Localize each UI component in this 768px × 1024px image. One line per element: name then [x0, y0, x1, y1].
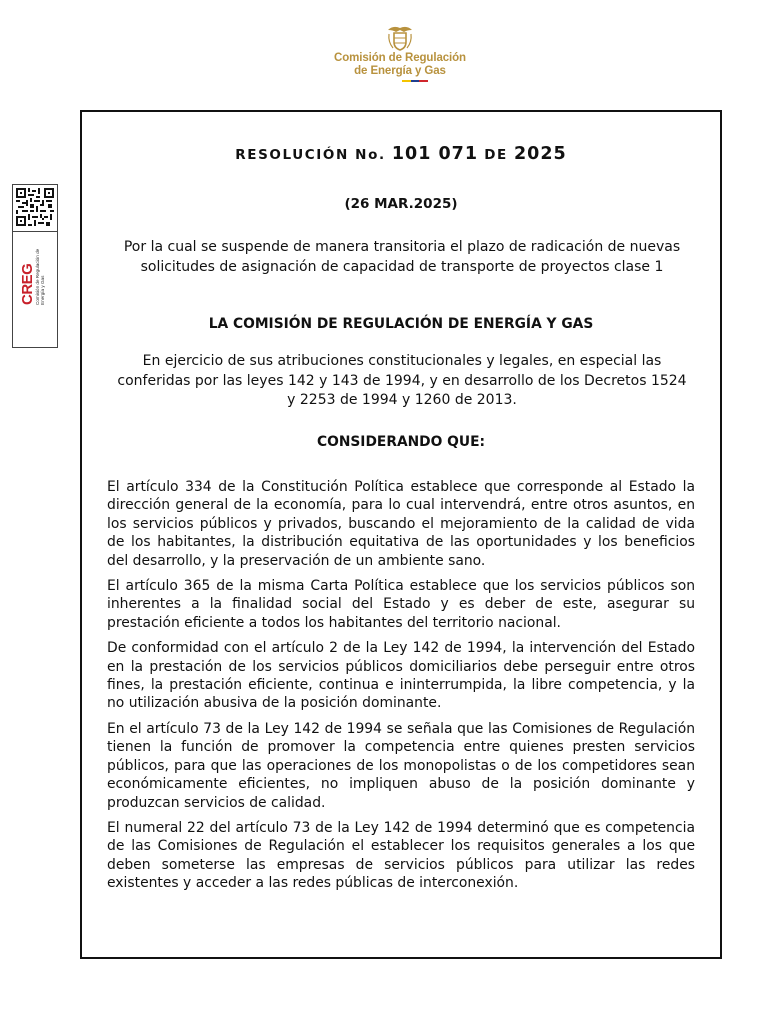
paragraph: De conformidad con el artículo 2 de la Ley 142 de 1994, la intervención del Estado en la prestación de los servicios públicos domiciliarios debe perseguir entre otros fines, la prestación eficiente, continua e ininterrumpida, la libre competencia, y la no utilización abusiva de la posición dominante.	[107, 640, 695, 712]
resolution-prefix: RESOLUCIÓN No.	[235, 147, 386, 163]
resolution-de: DE	[484, 147, 508, 163]
powers-statement: En ejercicio de sus atribuciones constitucionales y legales, en especial las conferidas por las leyes 142 y 143 de 1994, y en desarrollo de los Decretos 1524 y 2253 de 1994 y 1260 de 2013.	[117, 353, 687, 408]
creg-stamp-caption: Comisión de Regulación de Energía y Gas	[35, 248, 46, 305]
paragraph: El artículo 365 de la misma Carta Política establece que los servicios públicos son inherentes a la finalidad social del Estado y es deber de este, asegurar su prestación eficiente a todos los habitantes del territorio nacional.	[107, 578, 695, 631]
resolution-year: 2025	[514, 144, 567, 164]
resolution-document	[80, 110, 722, 959]
logo-line-2: de Energía y Gas	[354, 65, 446, 77]
colombia-coat-of-arms-icon	[385, 24, 415, 52]
flag-stripe-red	[419, 80, 428, 82]
qr-code-icon[interactable]	[16, 188, 54, 226]
resolution-subject: Por la cual se suspende de manera transitoria el plazo de radicación de nuevas solicitudes de asignación de capacidad de transporte de proyectos clase 1	[123, 239, 681, 275]
colombia-flag-bar	[402, 80, 428, 82]
creg-header-logo	[318, 24, 482, 88]
paragraph: En el artículo 73 de la Ley 142 de 1994 se señala que las Comisiones de Regulación tienen la función de promover la competencia entre quienes presten servicios públicos, para que las operaciones de los monopolistas o de los competidores sean económicamente eficientes, no impliquen abuso de la posición dominante y produzcan servicios de calidad.	[107, 720, 695, 811]
paragraph: El numeral 22 del artículo 73 de la Ley 142 de 1994 determinó que es competencia de las Comisiones de Regulación el establecer los requisitos generales a los que deben someterse las empresas de servicios públicos para utilizar las redes existentes y acceder a las redes públicas de interconexión.	[107, 819, 695, 892]
creg-stamp-logo: CREG	[19, 263, 36, 305]
issuer-heading: LA COMISIÓN DE REGULACIÓN DE ENERGÍA Y GAS	[208, 316, 594, 332]
side-verification-stamp	[12, 184, 58, 348]
paragraph: El artículo 334 de la Constitución Política establece que corresponde al Estado la dirección general de la economía, para lo cual intervendrá, entre otros asuntos, en los servicios públicos y privados, buscando el mejoramiento de la calidad de vida de los habitantes, la distribución equitativa de las oportunidades y los beneficios del desarrollo, y la preservación de un ambiente sano.	[107, 479, 695, 569]
resolution-title	[82, 144, 720, 164]
flag-stripe-blue	[411, 80, 420, 82]
resolution-number: 101 071	[391, 144, 479, 164]
considering-paragraphs	[107, 478, 695, 900]
logo-line-1: Comisión de Regulación	[334, 52, 466, 64]
considering-heading: CONSIDERANDO QUE:	[316, 434, 486, 450]
stamp-divider	[13, 231, 57, 232]
flag-stripe-yellow	[402, 80, 411, 82]
resolution-date: (26 MAR.2025)	[344, 196, 458, 212]
